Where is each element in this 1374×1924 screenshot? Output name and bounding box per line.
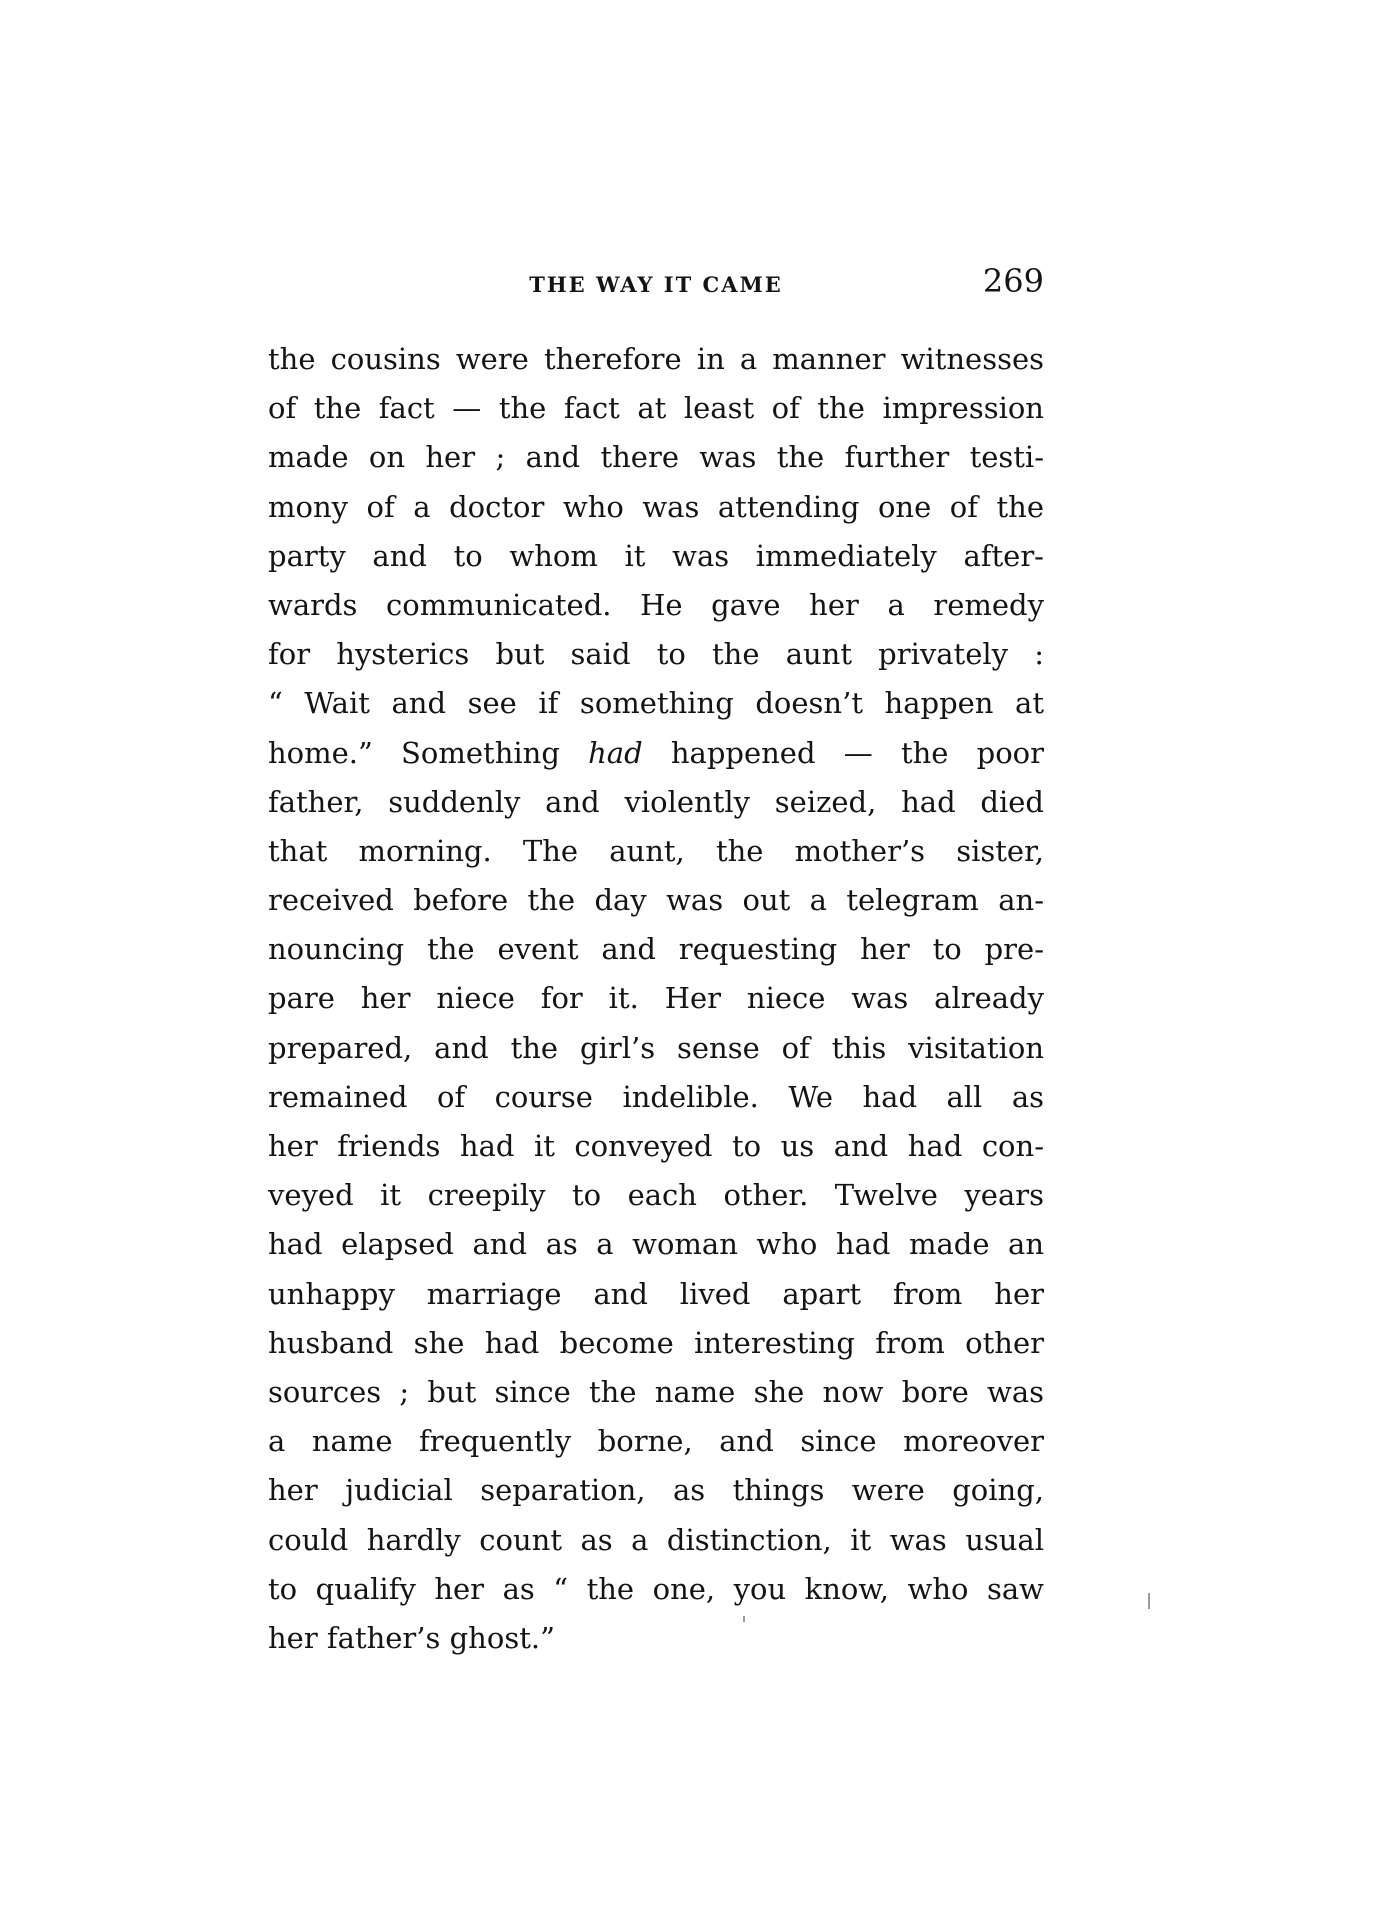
text-line: “ Wait and see if something doesn’t happen at xyxy=(268,686,1044,721)
scan-speck xyxy=(743,1616,745,1622)
text-line: nouncing the event and requesting her to pre- xyxy=(268,932,1044,967)
text-line: sources ; but since the name she now bore was xyxy=(268,1374,1044,1409)
text-line: to qualify her as “ the one, you know, who saw xyxy=(268,1571,1044,1606)
text-line: had elapsed and as a woman who had made an xyxy=(268,1227,1044,1262)
text-line: could hardly count as a distinction, it was usual xyxy=(268,1522,1044,1557)
text-line: her judicial separation, as things were going, xyxy=(268,1473,1044,1508)
line-segment: happened — the poor xyxy=(670,735,1044,770)
page-header xyxy=(268,262,1044,306)
line-segment: home.” Something xyxy=(268,735,560,770)
text-line-last: her father’s ghost.” xyxy=(268,1620,555,1655)
text-line: of the fact — the fact at least of the impression xyxy=(268,391,1044,426)
text-line: received before the day was out a telegram an- xyxy=(268,883,1044,918)
scan-speck xyxy=(1148,1593,1150,1609)
text-line: father, suddenly and violently seized, had died xyxy=(268,784,1044,819)
page-number: 269 xyxy=(982,262,1044,300)
text-line: wards communicated. He gave her a remedy xyxy=(268,587,1044,622)
text-line: mony of a doctor who was attending one of the xyxy=(268,489,1044,524)
text-line: her friends had it conveyed to us and had con- xyxy=(268,1129,1044,1163)
text-line: the cousins were therefore in a manner witnesses xyxy=(268,342,1044,376)
text-line: a name frequently borne, and since moreover xyxy=(268,1424,1044,1459)
text-line: pare her niece for it. Her niece was already xyxy=(268,981,1044,1016)
running-title: THE WAY IT CAME xyxy=(529,272,783,297)
text-line-with-emphasis xyxy=(268,729,1044,778)
text-line: party and to whom it was immediately after- xyxy=(268,538,1044,573)
text-line: prepared, and the girl’s sense of this visitation xyxy=(268,1030,1044,1065)
text-line: husband she had become interesting from other xyxy=(268,1325,1044,1360)
text-line: remained of course indelible. We had all as xyxy=(268,1079,1044,1114)
text-line: unhappy marriage and lived apart from her xyxy=(268,1276,1044,1311)
text-line: veyed it creepily to each other. Twelve years xyxy=(268,1178,1044,1213)
body-text xyxy=(268,335,1044,1663)
italic-emphasis: had xyxy=(588,735,643,770)
text-line: for hysterics but said to the aunt privately : xyxy=(268,637,1044,672)
text-line: made on her ; and there was the further testi- xyxy=(268,440,1044,475)
text-line: that morning. The aunt, the mother’s sister, xyxy=(268,833,1044,868)
